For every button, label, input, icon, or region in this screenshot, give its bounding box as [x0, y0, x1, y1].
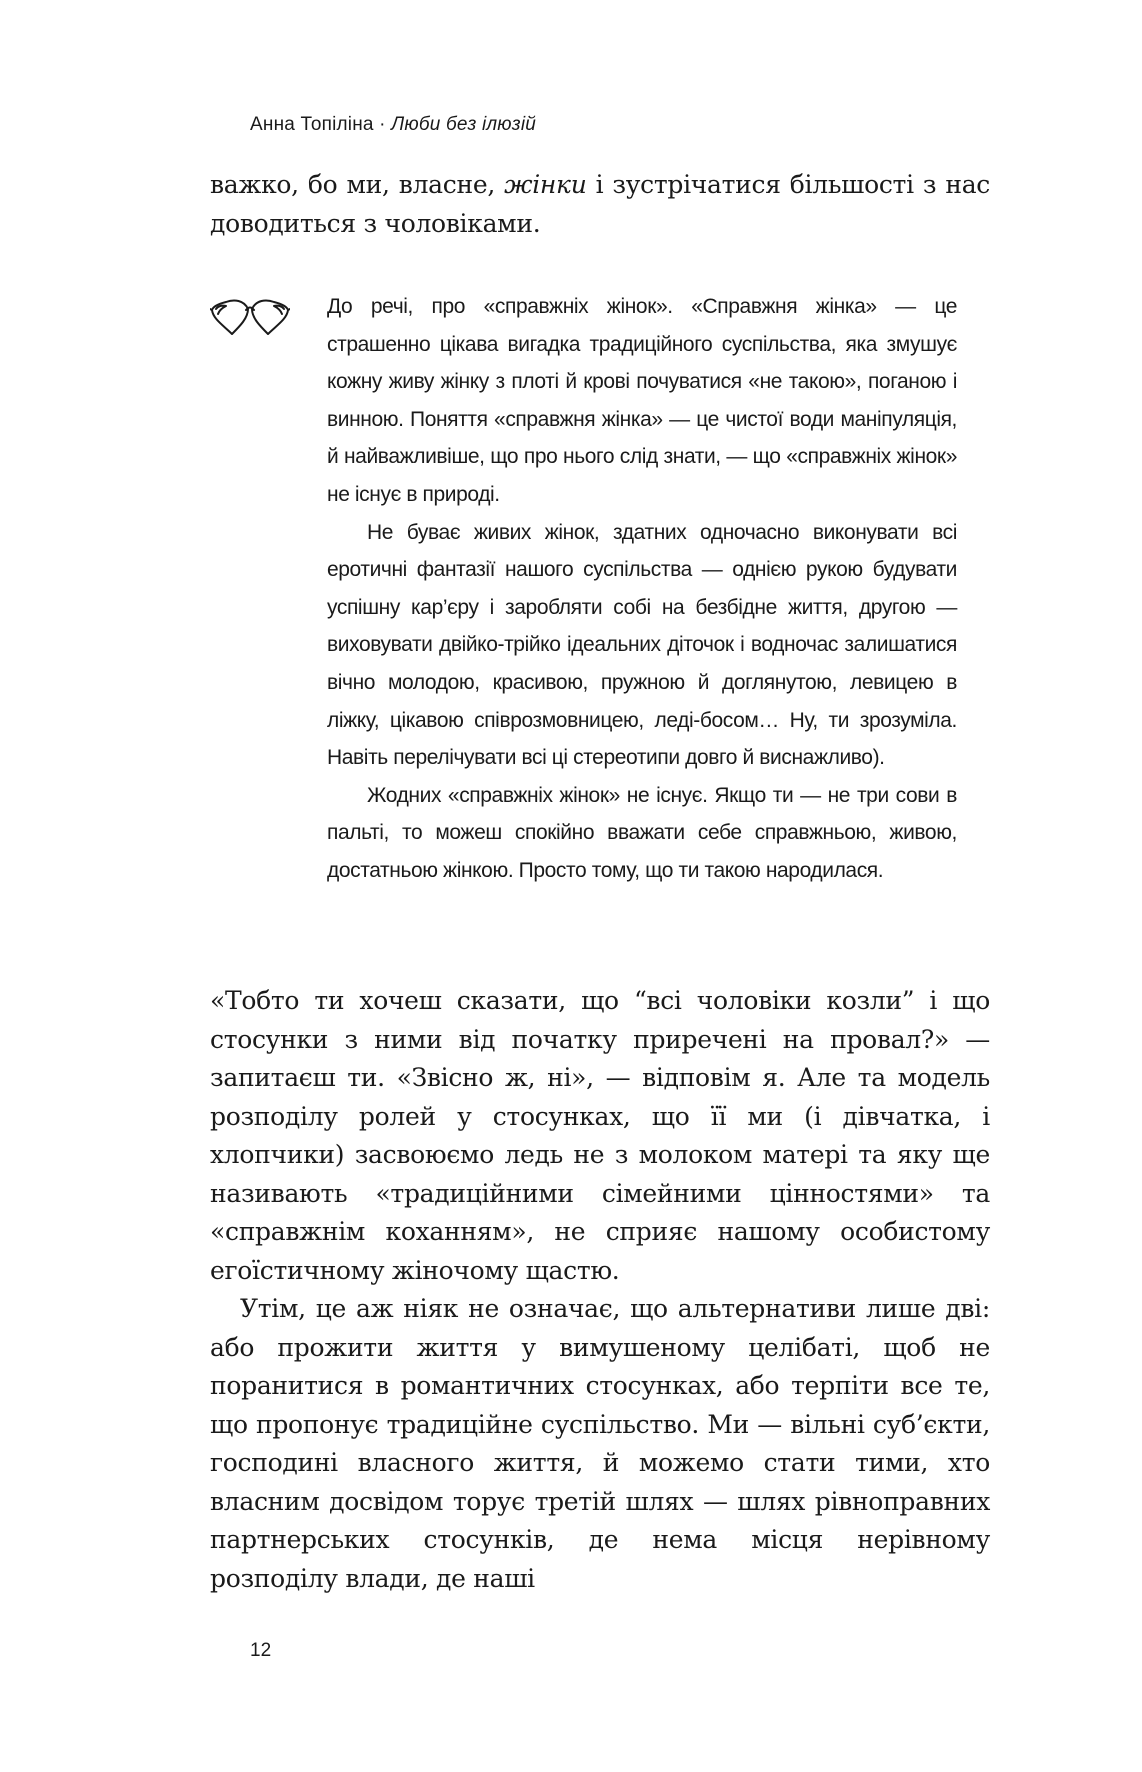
intro-text-start: важко, бо ми, власне,: [210, 170, 505, 199]
intro-emphasis: жінки: [504, 170, 587, 199]
running-head: [250, 114, 536, 136]
body-paragraph: Утім, це аж ніяк не означає, що альтернативи лише дві: або прожити життя у вимушеному целібаті, щоб не поранитися в романтичних стосунках, або терпіти все те, що пропонує традиційне суспільство. Ми — вільні суб’єкти, господині власного життя, й можемо стати тими, хто власним досвідом торує третій шлях — шлях рівноправних партнерських стосунків, де нема місця нерівному розподілу влади, де наші: [210, 1294, 990, 1593]
intro-text-end: і зустрічатися більшості з нас доводиться з чоловіками.: [210, 170, 990, 238]
aside-paragraph: Не буває живих жінок, здатних одночасно виконувати всі еротичні фантазії нашого суспільства — однією рукою будувати успішну кар’єру і заробляти собі на безбідне життя, другою — виховувати двійко-трійко ідеальних діточок і водночас залишатися вічно молодою, красивою, пружною й доглянутою, левицею в ліжку, цікавою співрозмовницею, леді-босом… Ну, ти зрозуміла. Навіть перелічувати всі ці стереотипи довго й виснажливо).: [327, 520, 957, 770]
heart-glasses-icon: [210, 295, 290, 341]
body-text: [210, 982, 990, 1598]
head-separator: ·: [379, 114, 386, 135]
intro-text: [210, 166, 990, 243]
page-number: 12: [250, 1640, 272, 1661]
body-paragraph: «Тобто ти хочеш сказати, що “всі чоловіки козли” і що стосунки з ними від початку приречені на провал?» — запитаєш ти. «Звісно ж, ні», — відповім я. Але та модель розподілу ролей у стосунках, що її ми (і дівчатка, і хлопчики) засвоюємо ледь не з молоком матері та яку ще називають «традиційними сімейними цінностями» та «справжнім коханням», не сприяє нашому особистому егоїстичному жіночому щастю.: [210, 986, 990, 1285]
aside-paragraph: До речі, про «справжніх жінок». «Справжня жінка» — це страшенно цікава вигадка традиційного суспільства, яка змушує кожну живу жінку з плоті й крові почуватися «не такою», поганою і винною. Поняття «справжня жінка» — це чистої води маніпуляція, й найважливіше, що про нього слід знати, — що «справжніх жінок» не існує в природі.: [327, 295, 957, 506]
book-title: Люби без ілюзій: [391, 114, 537, 135]
author-name: Анна Топіліна: [250, 114, 374, 135]
aside-paragraph: Жодних «справжніх жінок» не існує. Якщо ти — не три сови в пальті, то можеш спокійно вважати себе справжньою, живою, достатньою жінкою. Просто тому, що ти такою народилася.: [327, 783, 957, 882]
intro-paragraph: [210, 166, 990, 243]
aside-note: [327, 288, 957, 890]
